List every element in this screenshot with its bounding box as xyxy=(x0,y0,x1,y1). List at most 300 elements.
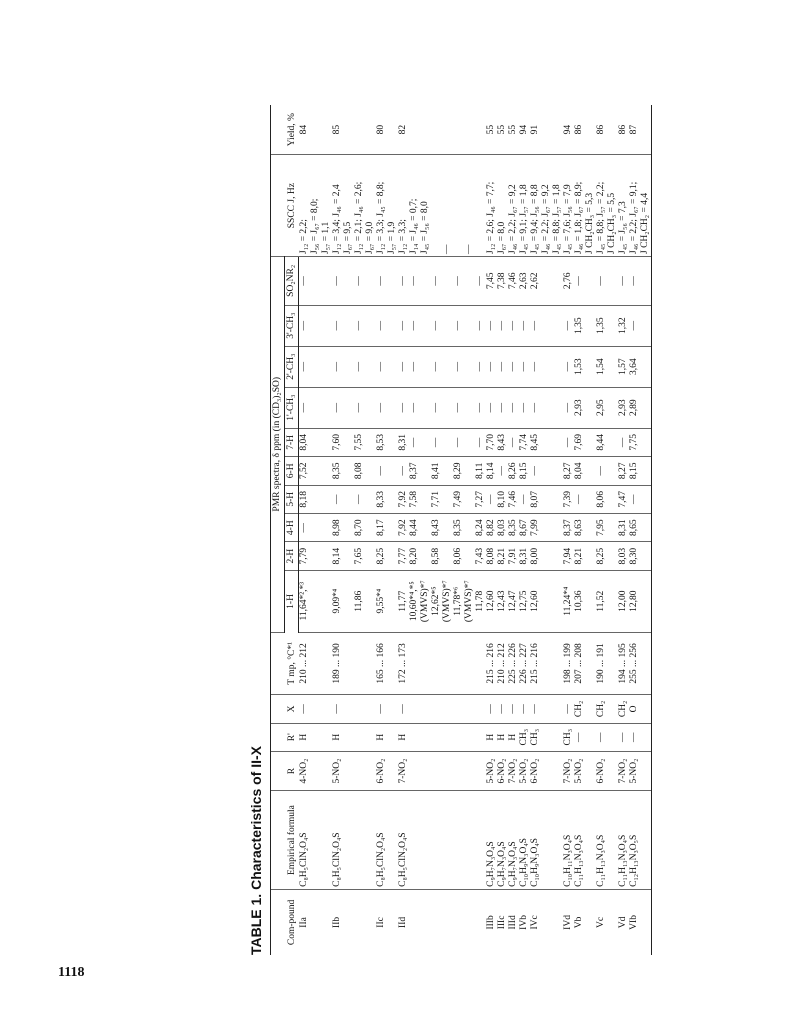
cell-line: J₆₇ = 8,0 xyxy=(496,221,507,254)
cell-x xyxy=(354,695,376,723)
cell-line: — xyxy=(331,361,342,372)
cell-line: 207 ... 208 xyxy=(573,643,584,684)
cell-line: — xyxy=(397,466,408,476)
cell-line: — xyxy=(353,402,364,413)
cell-line: J₁₂ = 3,3; J₄₅ = 8,8; xyxy=(375,181,386,254)
cell-line: 94 xyxy=(562,124,573,135)
cell-line: 7,38 xyxy=(496,272,507,290)
cell-line: — xyxy=(518,402,529,413)
cell-h4 xyxy=(563,513,596,541)
cell-compound xyxy=(299,889,332,955)
cell-line: 8,03 xyxy=(617,547,628,565)
cell-line: — xyxy=(463,244,474,254)
cell-ch3-2 xyxy=(376,346,398,387)
col-h2: 2-H xyxy=(285,542,299,570)
cell-line: — xyxy=(353,494,364,504)
cell-line: — xyxy=(375,361,386,372)
cell-line: — xyxy=(331,494,342,504)
cell-line: 8,37 xyxy=(408,462,419,480)
cell-line: — xyxy=(562,402,573,413)
cell-line: 8,43 xyxy=(496,434,507,451)
cell-line: 8,06 xyxy=(452,547,463,565)
cell-ch3-3 xyxy=(596,305,618,346)
cell-ch3-3 xyxy=(618,305,652,346)
cell-line: H xyxy=(375,733,386,741)
cell-line: 7,27 xyxy=(474,490,485,508)
cell-line: — xyxy=(441,244,452,254)
cell-formula xyxy=(486,791,563,890)
cell-h1 xyxy=(299,570,332,632)
cell-line: 8,14 xyxy=(485,462,496,480)
cell-line: 91 xyxy=(529,124,540,135)
cell-line: 8,43 xyxy=(430,519,441,537)
cell-line: 7,65 xyxy=(353,547,364,565)
cell-line xyxy=(420,488,431,511)
cell-h4 xyxy=(486,513,563,541)
cell-line: — xyxy=(408,437,419,448)
cell-line xyxy=(464,349,475,385)
cell-line: 7,94 xyxy=(562,547,573,565)
cell-line xyxy=(420,308,431,344)
cell-line: 7,39 xyxy=(562,490,573,508)
cell-mp xyxy=(354,632,376,695)
cell-line: — xyxy=(430,361,441,372)
cell-formula xyxy=(376,791,398,890)
cell-line: — xyxy=(628,732,639,742)
cell-ch3-3 xyxy=(376,305,398,346)
cell-ch3-3 xyxy=(332,305,354,346)
cell-line: (VMVS)*⁷ xyxy=(441,580,452,623)
characteristics-table xyxy=(270,105,652,955)
cell-line: 8,33 xyxy=(375,490,386,508)
col-h6: 6-H xyxy=(285,457,299,485)
cell-line: — xyxy=(452,361,463,372)
cell-line: CH₃ xyxy=(529,728,540,746)
cell-so2nr xyxy=(354,257,376,306)
cell-line: — xyxy=(430,437,441,448)
cell-yield xyxy=(596,105,618,155)
cell-line xyxy=(354,635,365,693)
cell-line: J₅₇ = 1,9 xyxy=(386,221,397,254)
cell-r1 xyxy=(376,723,398,751)
cell-line: 11,78 xyxy=(474,590,485,612)
cell-line: — xyxy=(617,437,628,448)
cell-line: — xyxy=(408,276,419,286)
cell-line: 7,49 xyxy=(452,490,463,508)
cell-line: 1,54 xyxy=(595,358,606,375)
cell-line: 8,24 xyxy=(474,519,485,537)
cell-line: 5-NO₂ xyxy=(331,758,342,784)
cell-line: — xyxy=(529,320,540,331)
cell-line: VIb xyxy=(628,915,639,930)
cell-line: 8,10 xyxy=(496,490,507,508)
cell-line: — xyxy=(474,276,485,286)
cell-line: 7,45 xyxy=(485,272,496,290)
cell-line xyxy=(442,390,453,426)
cell-line: 8,26 xyxy=(507,462,518,480)
col-compound: Com-pound xyxy=(271,889,299,955)
cell-line: — xyxy=(353,320,364,331)
cell-h2 xyxy=(563,542,596,570)
cell-line: 55 xyxy=(507,124,518,135)
cell-line: — xyxy=(507,437,518,448)
cell-h2 xyxy=(299,542,332,570)
cell-line: C₈H₅ClN₂O₄S xyxy=(397,832,408,887)
cell-line: — xyxy=(507,320,518,331)
cell-line: 2,95 xyxy=(595,399,606,416)
cell-line: — xyxy=(430,320,441,331)
cell-mp xyxy=(398,632,486,695)
cell-line: C₉H₇N₃O₄S xyxy=(496,841,507,887)
cell-line: IIc xyxy=(375,917,386,928)
cell-r1 xyxy=(332,723,354,751)
cell-line: 8,70 xyxy=(353,519,364,537)
cell-ch3-1 xyxy=(596,387,618,428)
cell-line: 3,64 xyxy=(628,358,639,375)
cell-line: 5-NO₂ xyxy=(485,758,496,784)
cell-ch3-3 xyxy=(486,305,563,346)
cell-line xyxy=(442,459,453,482)
cell-line: — xyxy=(299,276,309,286)
cell-h4 xyxy=(376,513,398,541)
cell-h6 xyxy=(299,457,332,485)
cell-line xyxy=(420,516,431,539)
cell-line: 226 ... 227 xyxy=(518,643,529,684)
cell-line: 7,74 xyxy=(518,434,529,451)
cell-line: 1,53 xyxy=(573,358,584,375)
cell-line: J₁₄ = J₄₆ = 0,7; xyxy=(408,198,419,254)
cell-line: — xyxy=(562,437,573,448)
cell-line: 12,60 xyxy=(485,590,496,612)
cell-line: Vd xyxy=(617,916,628,929)
cell-line: H xyxy=(496,733,507,741)
cell-line: 11,77 xyxy=(397,590,408,612)
cell-line: 210 ... 212 xyxy=(298,643,309,684)
cell-line: J₆₇ = 9,5 xyxy=(342,221,353,254)
cell-line: 8,11 xyxy=(474,462,485,479)
cell-line: — xyxy=(397,320,408,331)
cell-line: 8,35 xyxy=(452,519,463,537)
cell-mp xyxy=(299,632,332,695)
cell-line: C₉H₇N₃O₄S xyxy=(485,841,496,887)
cell-line: 172 ... 173 xyxy=(397,643,408,684)
cell-line: H xyxy=(507,733,518,741)
cell-line: 8,27 xyxy=(617,462,628,480)
col-mp: T mp, °C*¹ xyxy=(271,632,299,695)
cell-line: 86 xyxy=(617,124,628,135)
cell-line: 8,15 xyxy=(628,462,639,480)
cell-line: — xyxy=(529,402,540,413)
cell-h7 xyxy=(563,428,596,456)
cell-line xyxy=(354,697,365,720)
cell-r xyxy=(332,751,354,790)
cell-line: C₁₁H₁₃N₃O₄S xyxy=(595,834,606,887)
cell-r1 xyxy=(596,723,618,751)
cell-line xyxy=(354,754,365,788)
cell-line: 8,08 xyxy=(353,462,364,480)
cell-line xyxy=(464,459,475,482)
table-row xyxy=(398,105,486,955)
cell-ch3-2 xyxy=(398,346,486,387)
cell-ch3-1 xyxy=(376,387,398,428)
page-number: 1118 xyxy=(58,965,85,980)
cell-line: C₁₀H₁₁N₃O₄S xyxy=(562,834,573,887)
cell-line: — xyxy=(485,704,496,714)
cell-line: J₅₆ = J₆₇ = 8,0; xyxy=(309,198,320,254)
cell-h1 xyxy=(618,570,652,632)
table-row xyxy=(354,105,376,955)
cell-line: Vc xyxy=(595,916,606,928)
cell-line: 8,07 xyxy=(529,490,540,508)
cell-line: 190 ... 191 xyxy=(595,643,606,684)
cell-line: 2,76 xyxy=(562,272,573,290)
cell-line: — xyxy=(573,494,584,504)
cell-line: 2,63 xyxy=(518,272,529,290)
cell-line: — xyxy=(496,361,507,372)
cell-line xyxy=(420,349,431,385)
col-pmr-title: PMR spectra, δ ppm (in (CD₃)₂SO) xyxy=(271,257,285,633)
cell-line xyxy=(442,349,453,385)
cell-h1 xyxy=(354,570,376,632)
cell-h4 xyxy=(354,513,376,541)
cell-h6 xyxy=(398,457,486,485)
cell-line: — xyxy=(452,320,463,331)
cell-line: 12,43 xyxy=(496,590,507,612)
cell-line: 6-NO₂ xyxy=(496,758,507,784)
cell-line: 8,63 xyxy=(573,519,584,537)
cell-line xyxy=(442,308,453,344)
cell-sscc xyxy=(376,155,398,257)
cell-line: 8,44 xyxy=(595,434,606,451)
cell-h7 xyxy=(618,428,652,456)
cell-line: 8,29 xyxy=(452,462,463,480)
cell-line: IVd xyxy=(562,915,573,930)
cell-so2nr xyxy=(486,257,563,306)
cell-h1 xyxy=(398,570,486,632)
cell-line: 82 xyxy=(397,124,408,135)
cell-sscc xyxy=(398,155,486,257)
cell-line: J₄₆ = 1,8; J₆₇ = 8,9; xyxy=(573,181,584,254)
cell-line: 255 ... 256 xyxy=(628,643,639,684)
cell-r1 xyxy=(398,723,486,751)
col-yield: Yield, % xyxy=(271,105,299,155)
cell-line: — xyxy=(299,402,309,413)
cell-yield xyxy=(376,105,398,155)
cell-line: 12,60 xyxy=(529,590,540,612)
cell-line: 7,46 xyxy=(507,490,518,508)
cell-line: CH₃ xyxy=(562,728,573,746)
cell-line: 86 xyxy=(595,124,606,135)
cell-ch3-2 xyxy=(486,346,563,387)
cell-line: 6-NO₂ xyxy=(375,758,386,784)
cell-line: 7,95 xyxy=(595,519,606,537)
cell-line: 6-NO₂ xyxy=(529,758,540,784)
cell-line: 7,92 xyxy=(397,519,408,537)
cell-line: 2,62 xyxy=(529,272,540,290)
cell-line: 7,43 xyxy=(474,547,485,565)
cell-line xyxy=(354,107,365,152)
cell-line: — xyxy=(397,361,408,372)
cell-line: (VMVS)*⁷ xyxy=(463,580,474,623)
table-title: TABLE 1. Characteristics of II-X xyxy=(248,745,264,955)
cell-x xyxy=(596,695,618,723)
cell-h6 xyxy=(376,457,398,485)
cell-line: — xyxy=(529,704,540,714)
cell-line xyxy=(420,459,431,482)
cell-h4 xyxy=(299,513,332,541)
cell-line: 8,21 xyxy=(496,547,507,565)
cell-h4 xyxy=(596,513,618,541)
cell-line: J₄₆ = 2,2; J₆₇ = 9,1; xyxy=(628,181,639,254)
cell-yield xyxy=(618,105,652,155)
cell-so2nr xyxy=(596,257,618,306)
cell-h5 xyxy=(486,485,563,513)
cell-line xyxy=(420,431,431,454)
col-formula: Empirical formula xyxy=(271,791,299,890)
cell-line: 8,44 xyxy=(408,519,419,537)
col-sscc: SSCC J, Hz xyxy=(271,155,299,257)
cell-line: 8,21 xyxy=(573,547,584,565)
cell-h2 xyxy=(354,542,376,570)
cell-line: — xyxy=(298,704,309,714)
cell-line: 8,06 xyxy=(595,490,606,508)
cell-line: CH₂ xyxy=(617,700,628,718)
cell-line: 215 ... 216 xyxy=(485,643,496,684)
cell-h7 xyxy=(332,428,354,456)
cell-line: 8,20 xyxy=(408,547,419,565)
cell-h7 xyxy=(354,428,376,456)
cell-line: H xyxy=(397,733,408,741)
cell-line: — xyxy=(562,704,573,714)
cell-line: 8,82 xyxy=(485,519,496,537)
col-so2nr: SO₂NR₂ xyxy=(285,257,299,306)
cell-line: — xyxy=(375,466,386,476)
cell-h5 xyxy=(398,485,486,513)
cell-line: 85 xyxy=(331,124,342,135)
cell-line: 12,75 xyxy=(518,590,529,612)
cell-line: (VMVS)*⁷ xyxy=(419,580,430,623)
cell-line: 7-NO₂ xyxy=(617,758,628,784)
cell-line: H xyxy=(298,733,309,741)
cell-line: IIb xyxy=(331,916,342,928)
cell-line: — xyxy=(573,276,584,286)
cell-line: — xyxy=(375,320,386,331)
cell-line: H xyxy=(485,733,496,741)
cell-compound xyxy=(398,889,486,955)
cell-h1 xyxy=(376,570,398,632)
cell-line: 210 ... 212 xyxy=(496,643,507,684)
cell-line: 8,30 xyxy=(628,547,639,565)
cell-line: J₁₂ = 2,2; xyxy=(298,219,309,254)
cell-line: — xyxy=(353,361,364,372)
cell-line: 8,18 xyxy=(299,490,309,508)
cell-line: 5-NO₂ xyxy=(518,758,529,784)
cell-mp xyxy=(563,632,596,695)
cell-line: CH₂ xyxy=(595,700,606,718)
cell-line: J₄₅ = 8,8; J₅₇ = 2,2; xyxy=(595,181,606,254)
cell-r1 xyxy=(299,723,332,751)
cell-line: — xyxy=(375,402,386,413)
cell-sscc xyxy=(486,155,563,257)
table-row xyxy=(618,105,652,955)
cell-line: 7,70 xyxy=(485,434,496,451)
cell-ch3-2 xyxy=(563,346,596,387)
cell-line xyxy=(354,793,365,887)
cell-h6 xyxy=(332,457,354,485)
cell-line: J₁₂ = 3,3; xyxy=(397,219,408,254)
cell-line: — xyxy=(474,437,485,448)
cell-line: O xyxy=(628,705,639,713)
cell-line: — xyxy=(331,402,342,413)
cell-line: 8,14 xyxy=(331,547,342,565)
cell-formula xyxy=(398,791,486,890)
cell-h5 xyxy=(354,485,376,513)
cell-line: J₁₂ = 2,1; J₄₆ = 2,6; xyxy=(353,181,364,254)
cell-line: — xyxy=(452,276,463,286)
cell-line: 7,79 xyxy=(299,547,309,565)
cell-line: 7,99 xyxy=(529,519,540,537)
cell-yield xyxy=(354,105,376,155)
cell-line: — xyxy=(485,361,496,372)
cell-r xyxy=(486,751,563,790)
cell-line: 7-NO₂ xyxy=(562,758,573,784)
cell-line: 1,35 xyxy=(573,317,584,334)
cell-ch3-1 xyxy=(563,387,596,428)
cell-line: 1,35 xyxy=(595,317,606,334)
cell-x xyxy=(618,695,652,723)
cell-h2 xyxy=(332,542,354,570)
cell-mp xyxy=(376,632,398,695)
cell-line xyxy=(420,544,431,567)
cell-line: 7,92 xyxy=(397,490,408,508)
cell-line: — xyxy=(628,276,639,286)
cell-line: 5-NO₂ xyxy=(628,758,639,784)
cell-ch3-2 xyxy=(618,346,652,387)
cell-formula xyxy=(563,791,596,890)
cell-line: — xyxy=(474,361,485,372)
cell-h7 xyxy=(486,428,563,456)
cell-ch3-1 xyxy=(299,387,332,428)
cell-line: — xyxy=(573,732,584,742)
cell-h2 xyxy=(376,542,398,570)
cell-sscc xyxy=(596,155,618,257)
cell-h2 xyxy=(596,542,618,570)
cell-line: — xyxy=(518,320,529,331)
cell-line xyxy=(475,157,486,254)
cell-h5 xyxy=(376,485,398,513)
cell-line: — xyxy=(628,320,639,331)
cell-line: — xyxy=(628,494,639,504)
cell-line: — xyxy=(452,437,463,448)
cell-line: 7,69 xyxy=(573,434,584,451)
cell-line: 8,15 xyxy=(518,462,529,480)
cell-line: — xyxy=(485,402,496,413)
cell-line xyxy=(431,157,442,254)
cell-line: IVc xyxy=(529,915,540,930)
cell-line xyxy=(442,431,453,454)
cell-line: — xyxy=(595,732,606,742)
cell-line xyxy=(464,488,475,511)
cell-line: 7,46 xyxy=(507,272,518,290)
cell-line: — xyxy=(331,704,342,714)
cell-line: C₈H₅ClN₂O₄S xyxy=(375,832,386,887)
cell-line xyxy=(464,390,475,426)
cell-r xyxy=(618,751,652,790)
cell-so2nr xyxy=(332,257,354,306)
cell-line: 7,52 xyxy=(299,462,309,480)
cell-line: C₁₂H₁₃N₃O₅S xyxy=(628,834,639,887)
cell-ch3-2 xyxy=(354,346,376,387)
